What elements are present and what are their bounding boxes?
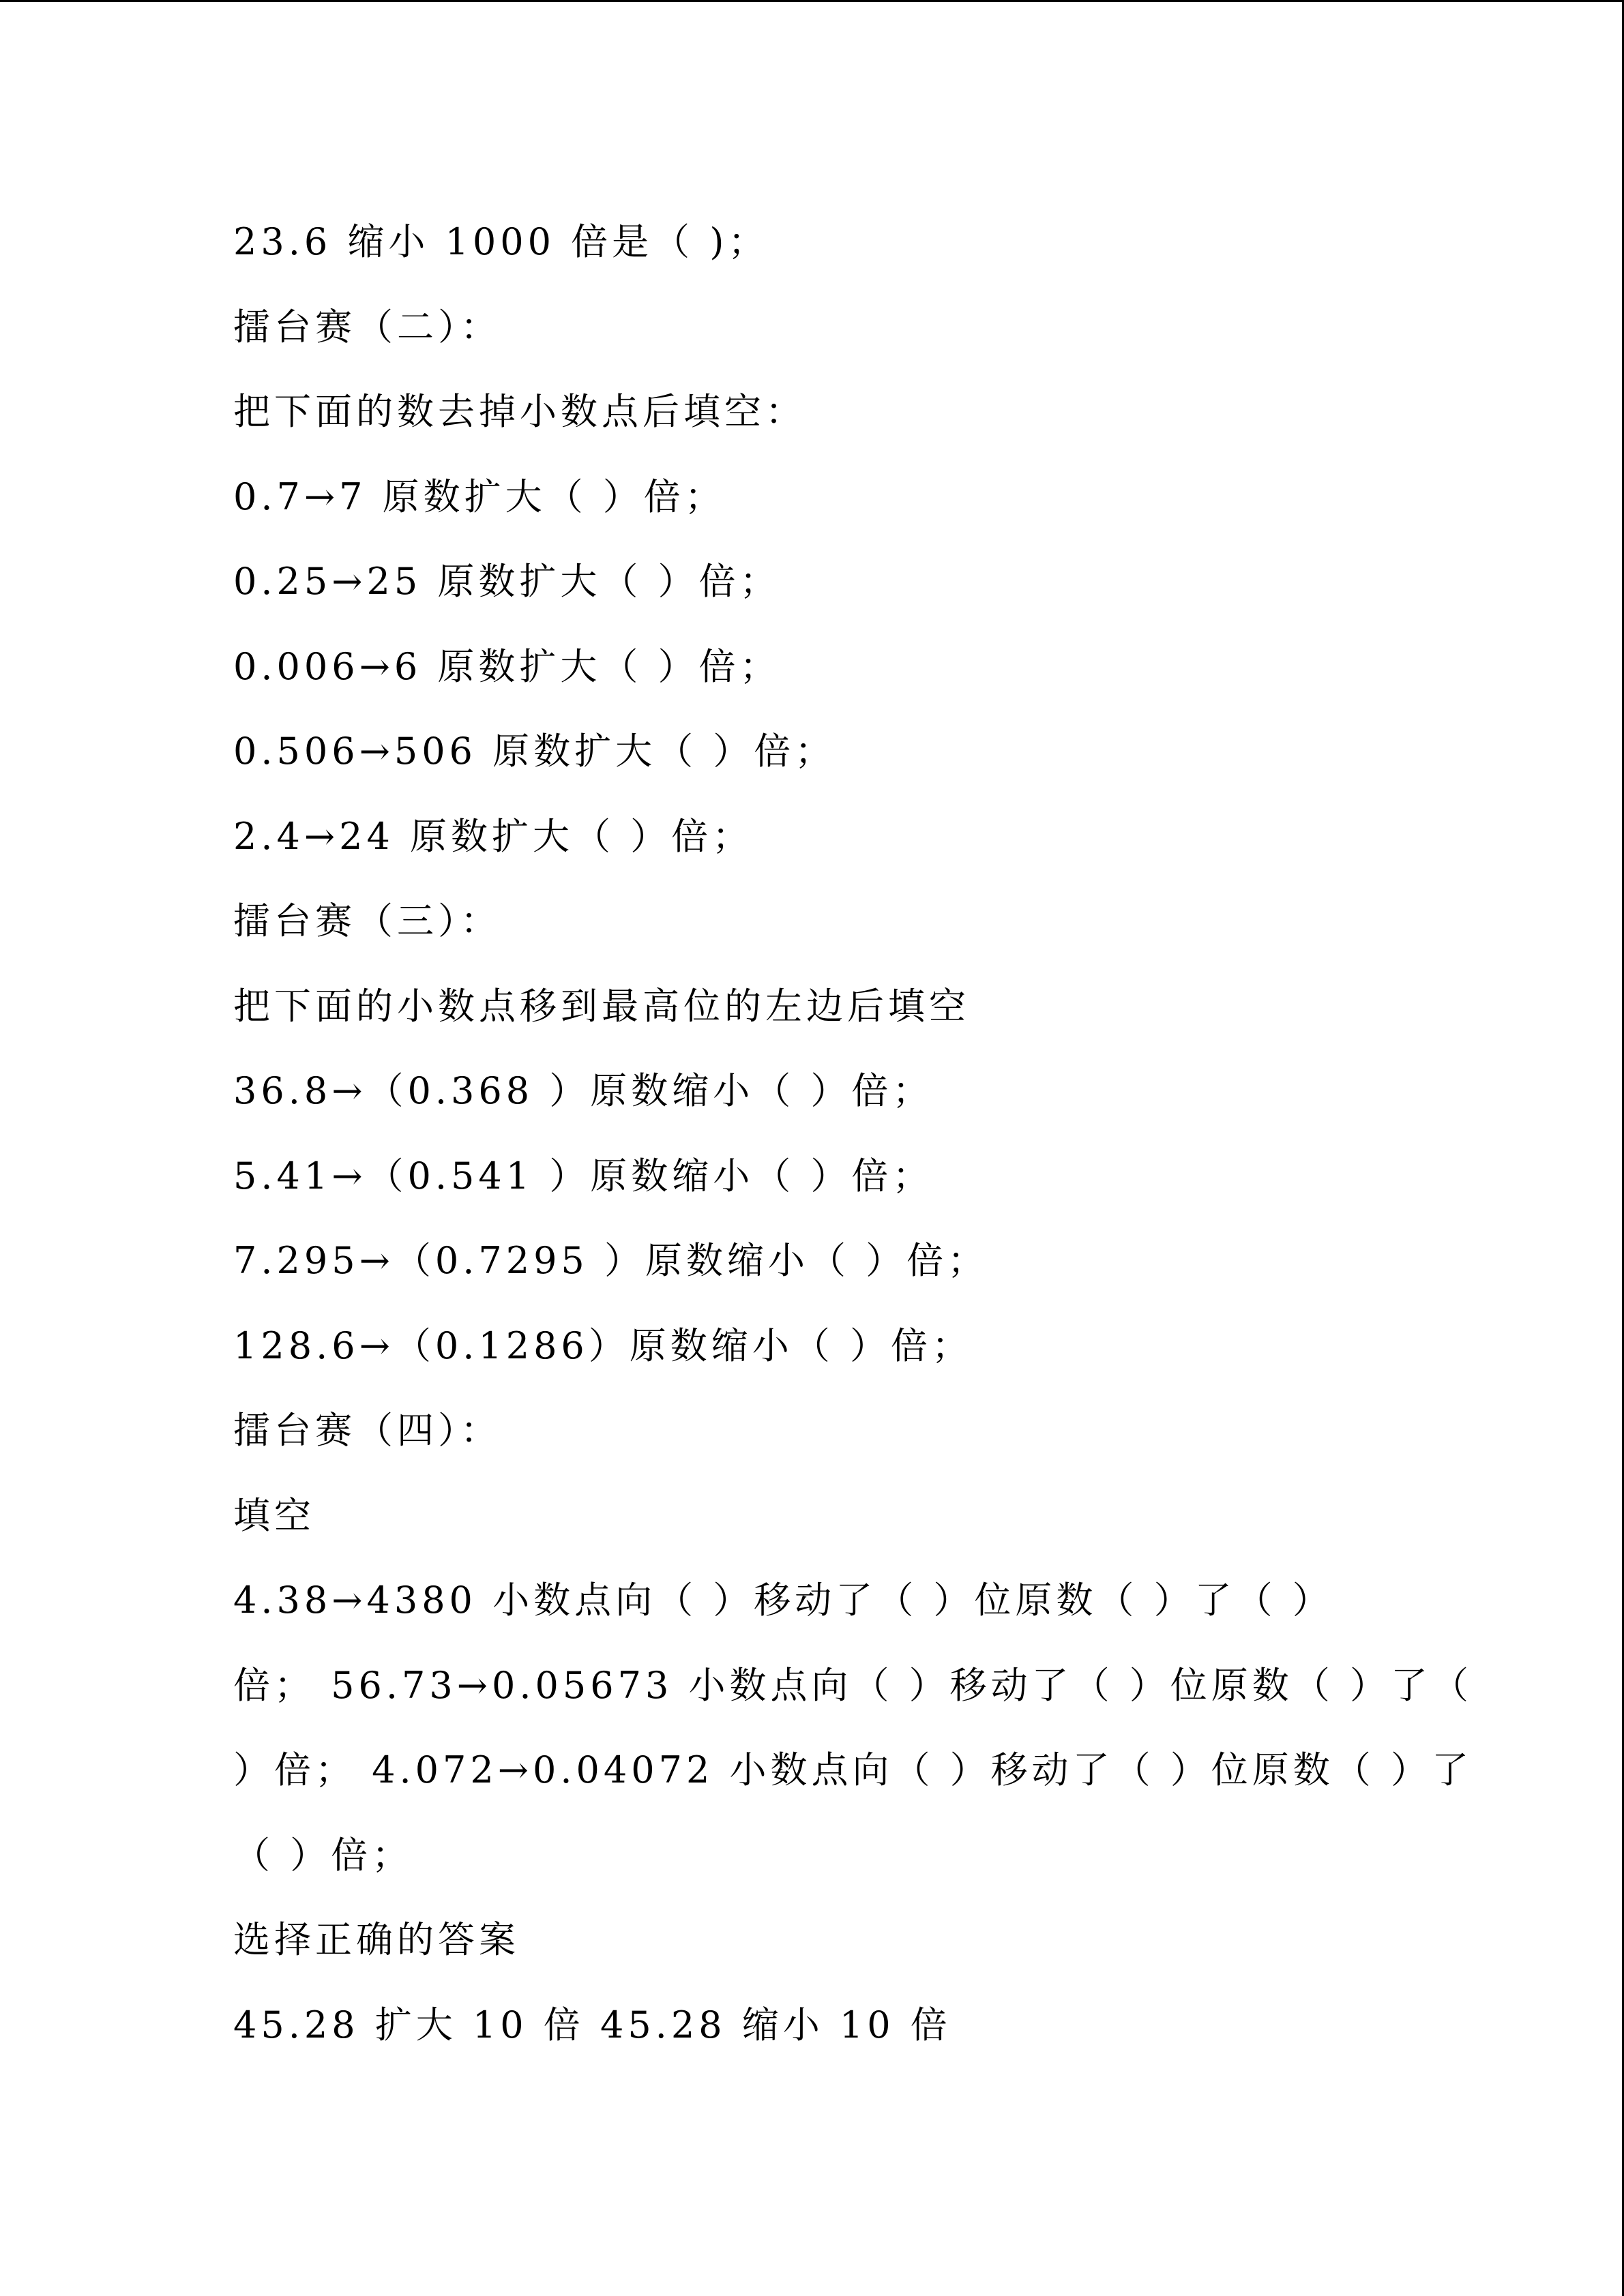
exercise-line: 128.6→（0.1286）原数缩小（ ）倍； <box>233 1324 973 1367</box>
exercise-line: 倍； 56.73→0.05673 小数点向（ ）移动了（ ）位原数（ ）了（ <box>233 1663 1473 1707</box>
instruction-remove-decimal: 把下面的数去掉小数点后填空： <box>233 390 806 433</box>
heading-contest-2: 擂台赛（二）： <box>233 305 501 348</box>
exercise-line: 4.38→4380 小数点向（ ）移动了（ ）位原数（ ）了（ ） <box>233 1579 1333 1622</box>
exercise-line: 5.41→（0.541 ）原数缩小（ ）倍； <box>233 1154 934 1197</box>
exercise-line: 0.006→6 原数扩大（ ）倍； <box>233 644 781 688</box>
exercise-line: 36.8→（0.368 ）原数缩小（ ）倍； <box>233 1069 934 1112</box>
exercise-line: ）倍； 4.072→0.04072 小数点向（ ）移动了（ ）位原数（ ）了 <box>233 1748 1473 1791</box>
exercise-line: 0.7→7 原数扩大（ ）倍； <box>233 475 726 518</box>
exercise-line: 2.4→24 原数扩大（ ）倍； <box>233 814 754 858</box>
document-body <box>233 200 1473 2068</box>
heading-contest-3: 擂台赛（三）： <box>233 899 501 942</box>
exercise-line: 0.25→25 原数扩大（ ）倍； <box>233 560 781 603</box>
instruction-fill-blank: 填空 <box>233 1493 315 1537</box>
text-line-1: 23.6 缩小 1000 倍是（ )； <box>233 220 769 263</box>
instruction-choose-answer: 选择正确的答案 <box>233 1918 520 1961</box>
choice-line: 45.28 扩大 10 倍 45.28 缩小 10 倍 <box>233 2003 951 2046</box>
heading-contest-4: 擂台赛（四）： <box>233 1409 501 1452</box>
exercise-line: 0.506→506 原数扩大（ ）倍； <box>233 730 836 773</box>
instruction-move-decimal: 把下面的小数点移到最高位的左边后填空 <box>233 984 970 1028</box>
exercise-line: （ ）倍； <box>233 1833 413 1877</box>
exercise-line: 7.295→（0.7295 ）原数缩小（ ）倍； <box>233 1239 989 1282</box>
